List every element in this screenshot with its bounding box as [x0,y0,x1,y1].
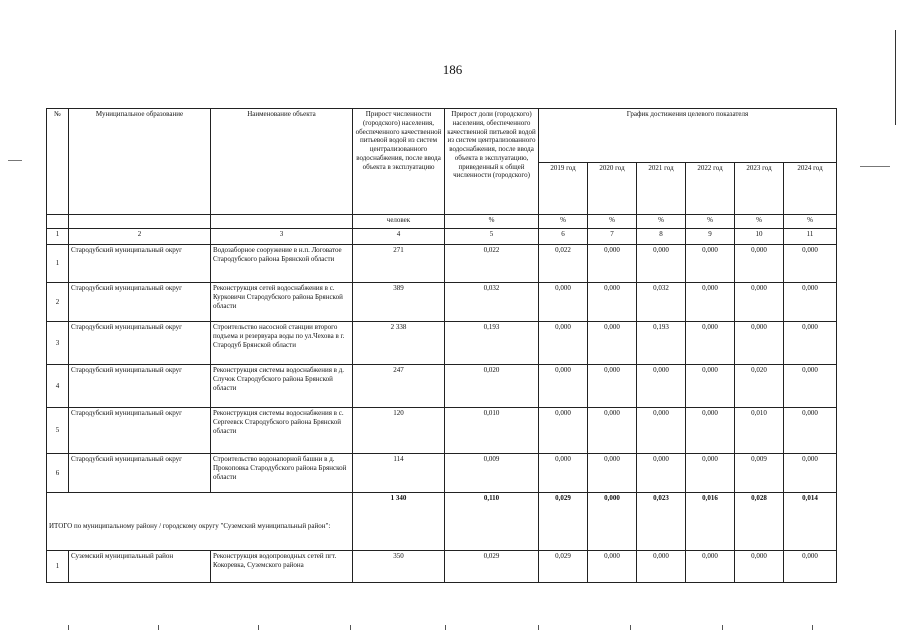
total-year-value: 0,000 [588,493,637,551]
row-year-value: 0,000 [588,408,637,454]
row-year-value: 0,000 [784,322,837,365]
column-number: 9 [686,229,735,245]
row-year-value: 0,000 [588,454,637,493]
header-municipality: Муниципальное образование [69,109,211,215]
row-year-value: 0,000 [539,283,588,322]
column-number: 3 [211,229,353,245]
row-year-value: 0,000 [686,245,735,283]
total-label: ИТОГО по муниципальному району / городскому округу "Суземский муниципальный район": [47,493,353,551]
row-object: Водозаборное сооружение в н.п. Логоватое Стародубского района Брянской области [211,245,353,283]
header-no: № [47,109,69,215]
row-municipality: Стародубский муниципальный округ [69,454,211,493]
scan-tick-mark [812,625,813,630]
row-year-value: 0,000 [784,454,837,493]
row-number: 1 [47,245,69,283]
row-year-value: 0,000 [735,322,784,365]
row-year-value: 0,000 [686,365,735,408]
row-number: 6 [47,454,69,493]
row-year-value: 0,000 [588,551,637,583]
table-row [47,551,837,583]
row-people: 114 [353,454,445,493]
total-year-value: 0,023 [637,493,686,551]
scan-tick-mark [68,625,69,630]
row-year-value: 0,000 [588,245,637,283]
row-year-value: 0,000 [784,408,837,454]
column-number: 11 [784,229,837,245]
row-year-value: 0,020 [735,365,784,408]
row-year-value: 0,032 [637,283,686,322]
column-number: 5 [445,229,539,245]
header-population-growth: Прирост численности (городского) населения, обеспеченного качественной питьевой водой из систем централизованного водоснабжения, после ввода объекта в эксплуатацию [353,109,445,215]
total-year-value: 0,016 [686,493,735,551]
row-people: 247 [353,365,445,408]
row-year-value: 0,000 [539,408,588,454]
row-people: 2 338 [353,322,445,365]
row-municipality: Суземский муниципальный район [69,551,211,583]
table-row [47,454,837,493]
row-share: 0,022 [445,245,539,283]
row-year-value: 0,000 [784,551,837,583]
scan-tick-mark [350,625,351,630]
scan-tick-mark [630,625,631,630]
row-object: Строительство водонапорной башни в д. Прокоповка Стародубского района Брянской области [211,454,353,493]
row-year-value: 0,000 [735,283,784,322]
row-object: Строительство насосной станции второго подъема и резервуара воды по ул.Чехова в г. Стародуб Брянской области [211,322,353,365]
row-share: 0,029 [445,551,539,583]
scan-tick-mark [445,625,446,630]
row-municipality: Стародубский муниципальный округ [69,408,211,454]
row-year-value: 0,010 [735,408,784,454]
row-year-value: 0,022 [539,245,588,283]
table-row [47,322,837,365]
row-year-value: 0,000 [784,283,837,322]
row-year-value: 0,000 [539,454,588,493]
row-municipality: Стародубский муниципальный округ [69,283,211,322]
scan-tick-mark [722,625,723,630]
row-year-value: 0,000 [686,408,735,454]
row-year-value: 0,000 [686,322,735,365]
row-number: 3 [47,322,69,365]
table-row [47,245,837,283]
row-people: 350 [353,551,445,583]
unit-percent: % [784,215,837,229]
row-share: 0,010 [445,408,539,454]
row-people: 271 [353,245,445,283]
page-number: 186 [442,62,463,77]
row-year-value: 0,000 [784,365,837,408]
row-object: Реконструкция системы водоснабжения в с. Сергеевск Стародубского района Брянской области [211,408,353,454]
unit-percent: % [588,215,637,229]
column-number: 1 [47,229,69,245]
total-year-value: 0,029 [539,493,588,551]
row-year-value: 0,000 [539,322,588,365]
row-year-value: 0,000 [588,283,637,322]
row-year-value: 0,000 [637,408,686,454]
unit-percent: % [637,215,686,229]
unit-percent: % [735,215,784,229]
row-year-value: 0,000 [588,365,637,408]
table-row [47,283,837,322]
header-year: 2024 год [784,163,837,215]
row-share: 0,193 [445,322,539,365]
unit-percent: % [539,215,588,229]
unit-people: человек [353,215,445,229]
row-year-value: 0,029 [539,551,588,583]
header-year: 2022 год [686,163,735,215]
scan-tick-mark [158,625,159,630]
row-share: 0,020 [445,365,539,408]
row-share: 0,032 [445,283,539,322]
scan-edge-mark [860,166,890,167]
row-share: 0,009 [445,454,539,493]
column-number: 4 [353,229,445,245]
row-object: Реконструкция системы водоснабжения в д. Случок Стародубского района Брянской области [211,365,353,408]
header-object: Наименование объекта [211,109,353,215]
unit-percent: % [686,215,735,229]
column-number: 10 [735,229,784,245]
row-number: 2 [47,283,69,322]
row-year-value: 0,009 [735,454,784,493]
table-row [47,408,837,454]
column-number: 8 [637,229,686,245]
row-year-value: 0,000 [735,551,784,583]
row-municipality: Стародубский муниципальный округ [69,322,211,365]
row-year-value: 0,000 [637,365,686,408]
row-municipality: Стародубский муниципальный округ [69,365,211,408]
header-schedule: График достижения целевого показателя [539,109,837,163]
row-object: Реконструкция водопроводных сетей пгт. Кокоревка, Суземского района [211,551,353,583]
total-year-value: 0,014 [784,493,837,551]
total-share: 0,110 [445,493,539,551]
row-year-value: 0,000 [686,283,735,322]
units-row [47,215,837,229]
row-number: 4 [47,365,69,408]
header-year: 2021 год [637,163,686,215]
row-year-value: 0,000 [686,551,735,583]
indicator-table [46,108,837,583]
row-object: Реконструкция сетей водоснабжения в с. Курковичи Стародубского района Брянской области [211,283,353,322]
row-municipality: Стародубский муниципальный округ [69,245,211,283]
scan-edge-mark [8,160,22,161]
row-people: 120 [353,408,445,454]
row-people: 389 [353,283,445,322]
total-year-value: 0,028 [735,493,784,551]
row-year-value: 0,193 [637,322,686,365]
table-row [47,365,837,408]
row-year-value: 0,000 [588,322,637,365]
header-year: 2020 год [588,163,637,215]
units-empty [211,215,353,229]
scan-tick-mark [538,625,539,630]
row-year-value: 0,000 [686,454,735,493]
row-year-value: 0,000 [637,454,686,493]
header-year: 2023 год [735,163,784,215]
total-row [47,493,837,551]
column-number: 2 [69,229,211,245]
row-year-value: 0,000 [637,245,686,283]
units-empty [47,215,69,229]
row-year-value: 0,000 [539,365,588,408]
row-number: 1 [47,551,69,583]
header-share-growth: Прирост доли (городского) населения, обеспеченного качественной питьевой водой из систем централизованного водоснабжения, после ввода объекта в эксплуатацию, приведенный к общей численности (городского) [445,109,539,215]
units-empty [69,215,211,229]
row-number: 5 [47,408,69,454]
total-people: 1 340 [353,493,445,551]
row-year-value: 0,000 [784,245,837,283]
header-row-1 [47,109,837,163]
row-year-value: 0,000 [637,551,686,583]
column-number: 6 [539,229,588,245]
column-numbers-row [47,229,837,245]
column-number: 7 [588,229,637,245]
header-year: 2019 год [539,163,588,215]
scan-tick-mark [258,625,259,630]
row-year-value: 0,000 [735,245,784,283]
scan-edge-line [895,30,896,125]
unit-percent: % [445,215,539,229]
